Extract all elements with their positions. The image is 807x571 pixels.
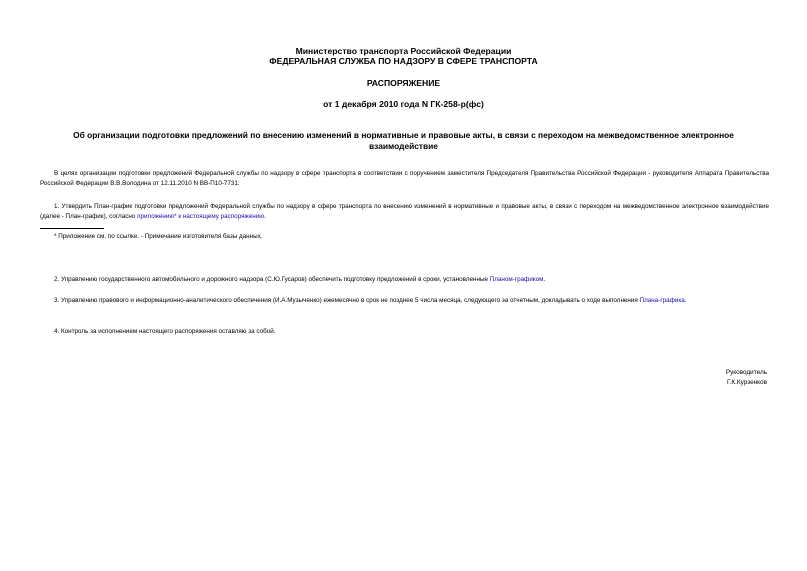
item-1-text: 1. Утвердить План-график подготовки предложений Федеральной службы по надзору в сфере транспорта по внесению изменений в нормативные и правовые акты, в связи с переходом на межведомственное электронное взаимодействие (далее - План-график), согласно — [40, 203, 769, 220]
signatory-position: Руководитель — [725, 369, 767, 376]
document-type: РАСПОРЯЖЕНИЕ — [366, 78, 441, 88]
item-1-paragraph — [40, 202, 769, 222]
item-3-tail: . — [684, 297, 687, 304]
footnote-divider — [40, 228, 104, 229]
footnote: * Приложение см. по ссылке. - Примечание изготовителя базы данных. — [54, 233, 263, 240]
plan-schedule-link-2[interactable]: Плана-графика — [639, 297, 685, 304]
item-1-tail: . — [263, 213, 266, 220]
item-4-paragraph: 4. Контроль за исполнением настоящего распоряжения оставляю за собой. — [54, 328, 276, 335]
document-date-number: от 1 декабря 2010 года N ГК-258-р(фс) — [323, 99, 484, 109]
item-2-text: 2. Управлению государственного автомобильного и дорожного надзора (С.Ю.Гусаров) обеспечить подготовку предложений в сроки, установленные — [54, 276, 490, 283]
item-2-paragraph — [40, 275, 769, 285]
document-title: Об организации подготовки предложений по внесению изменений в нормативные и правовые акты, в связи с переходом на межведомственное электронное взаимодействие — [73, 130, 734, 151]
appendix-link[interactable]: приложению* к настоящему распоряжению — [137, 213, 264, 220]
plan-schedule-link[interactable]: Планом-графиком — [489, 276, 544, 283]
item-2-tail: . — [543, 276, 546, 283]
preamble-paragraph: В целях организации подготовки предложений Федеральной службы по надзору в сфере транспорта в соответствии с поручением заместителя Председателя Правительства Российской Федерации - руководителя Аппарата Правительства Российской Федерации В.В.Володина от 12.11.2010 N ВВ-П10-7731: — [40, 170, 769, 187]
item-3-paragraph — [40, 296, 769, 306]
item-3-text: 3. Управлению правового и информационно-аналитического обеспечения (И.А.Музыченко) ежемесячно в срок не позднее 5 числа месяца, следующего за отчетным, докладывать о ходе выполнения — [54, 297, 640, 304]
signatory-name: Г.К.Курзенков — [726, 379, 767, 386]
ministry-name: Министерство транспорта Российской Федерации — [295, 46, 512, 56]
service-name: ФЕДЕРАЛЬНАЯ СЛУЖБА ПО НАДЗОРУ В СФЕРЕ ТРАНСПОРТА — [269, 56, 538, 66]
